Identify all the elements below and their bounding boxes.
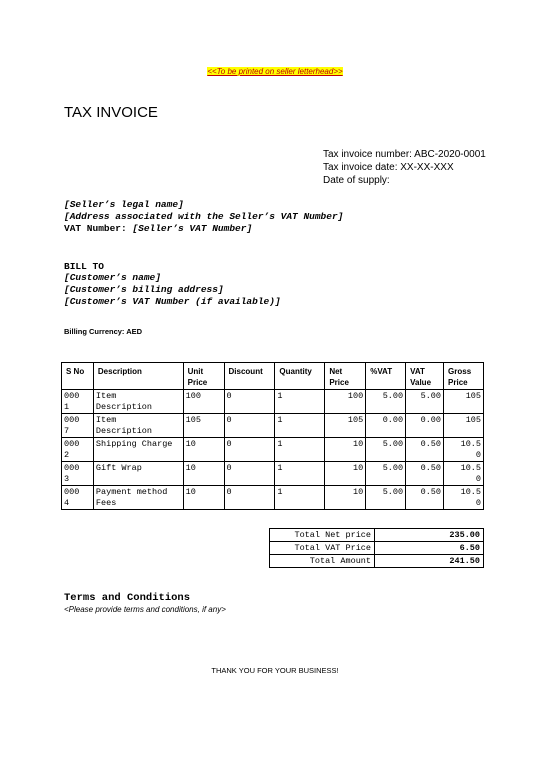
cell-line: 1 [277, 439, 283, 449]
table-cell-gross-price [444, 414, 484, 438]
table-cell-discount [224, 414, 275, 438]
cell-line: 0.50 [420, 439, 442, 449]
cell-line: 0.50 [420, 463, 442, 473]
cell-line: 10.5 [460, 463, 481, 473]
column-header-line: Quantity [279, 367, 312, 376]
cell-line: 000 [64, 415, 80, 425]
table-cell-gross-price [444, 438, 484, 462]
table-cell-vat-percent [366, 462, 406, 486]
table-cell-net-price [325, 414, 366, 438]
table-cell-unit-price [183, 414, 224, 438]
table-cell-description [93, 390, 183, 414]
seller-vat [64, 223, 252, 235]
cell-line: 0 [475, 474, 481, 484]
page-title: TAX INVOICE [64, 104, 158, 121]
table-cell-vat-percent [366, 486, 406, 510]
thank-you-note: THANK YOU FOR YOUR BUSINESS! [211, 666, 339, 675]
cell-line: 0 [226, 439, 232, 449]
table-cell-vat-percent [366, 414, 406, 438]
column-header-line: Gross [448, 367, 472, 376]
column-header-gross-price [444, 363, 484, 390]
column-header-net-price [325, 363, 366, 390]
column-header-line: Net [329, 367, 343, 376]
cell-line: 10.5 [460, 439, 481, 449]
column-header-line: Value [410, 378, 432, 387]
cell-line: Gift Wrap [95, 463, 142, 473]
totals-label: Total VAT Price [270, 542, 375, 555]
seller-address: [Address associated with the Seller’s VAT Number] [64, 211, 344, 222]
cell-line: 7 [64, 426, 70, 436]
cell-line: 10 [353, 487, 364, 497]
table-cell-unit-price [183, 462, 224, 486]
table-body [62, 390, 484, 510]
cell-line: Payment method [95, 487, 168, 497]
table-cell-sno [62, 486, 94, 510]
column-header-description [93, 363, 183, 390]
cell-line: 5.00 [382, 439, 404, 449]
cell-line: 1 [277, 487, 283, 497]
column-header-discount [224, 363, 275, 390]
table-cell-description [93, 462, 183, 486]
customer-vat: [Customer’s VAT Number (if available)] [64, 296, 281, 307]
letterhead-note-text: <<To be printed on seller letterhead>> [207, 67, 343, 76]
cell-line: 10 [185, 463, 196, 473]
table-cell-vat-value [406, 438, 444, 462]
table-cell-net-price [325, 486, 366, 510]
table-cell-discount [224, 462, 275, 486]
terms-heading: Terms and Conditions [64, 592, 191, 604]
table-cell-vat-value [406, 414, 444, 438]
column-header-line: Discount [228, 367, 263, 376]
table-cell-sno [62, 462, 94, 486]
table-cell-quantity [275, 438, 325, 462]
cell-line: 10 [353, 439, 364, 449]
column-header-sno [62, 363, 94, 390]
seller-vat-value: [Seller’s VAT Number] [132, 223, 253, 234]
column-header-unit-price [183, 363, 224, 390]
cell-line: Fees [95, 498, 117, 508]
column-header-line: Description [97, 367, 142, 376]
table-cell-vat-percent [366, 438, 406, 462]
table-row [62, 390, 484, 414]
supply-date: Date of supply: [323, 175, 390, 186]
cell-line: 1 [64, 402, 70, 412]
table-cell-sno [62, 438, 94, 462]
cell-line: Description [95, 426, 152, 436]
cell-line: Description [95, 402, 152, 412]
cell-line: 5.00 [420, 391, 442, 401]
cell-line: 105 [185, 415, 201, 425]
totals-row [270, 542, 484, 555]
table-row [62, 438, 484, 462]
table-cell-discount [224, 390, 275, 414]
cell-line: 0.00 [382, 415, 404, 425]
column-header-vat-percent [366, 363, 406, 390]
table-cell-gross-price [444, 462, 484, 486]
table-cell-description [93, 486, 183, 510]
cell-line: 5.00 [382, 463, 404, 473]
cell-line: 0.00 [420, 415, 442, 425]
column-header-quantity [275, 363, 325, 390]
cell-line: 10.5 [460, 487, 481, 497]
table-cell-quantity [275, 462, 325, 486]
table-cell-sno [62, 414, 94, 438]
customer-address: [Customer’s billing address] [64, 284, 224, 295]
totals-value: 6.50 [375, 542, 484, 555]
cell-line: 100 [347, 391, 364, 401]
table-cell-discount [224, 438, 275, 462]
table-cell-net-price [325, 438, 366, 462]
line-items-table [61, 362, 484, 510]
totals-row [270, 529, 484, 542]
cell-line: 100 [185, 391, 201, 401]
cell-line: 0 [475, 450, 481, 460]
table-cell-description [93, 414, 183, 438]
bill-to-heading: BILL TO [64, 261, 104, 272]
cell-line: 0 [475, 498, 481, 508]
table-cell-vat-value [406, 486, 444, 510]
column-header-line: Price [448, 378, 468, 387]
cell-line: 0 [226, 463, 232, 473]
invoice-date: Tax invoice date: XX-XX-XXX [323, 162, 454, 173]
cell-line: 1 [277, 463, 283, 473]
table-cell-vat-value [406, 390, 444, 414]
terms-text: <Please provide terms and conditions, if any> [64, 605, 226, 614]
cell-line: 10 [185, 487, 196, 497]
cell-line: 3 [64, 474, 70, 484]
totals-table [269, 528, 484, 568]
seller-name: [Seller’s legal name] [64, 199, 184, 210]
cell-line: 0 [226, 391, 232, 401]
table-cell-sno [62, 390, 94, 414]
table-cell-quantity [275, 390, 325, 414]
cell-line: 0.50 [420, 487, 442, 497]
totals-value: 235.00 [375, 529, 484, 542]
cell-line: 000 [64, 391, 80, 401]
totals-label: Total Amount [270, 555, 375, 568]
column-header-vat-value [406, 363, 444, 390]
seller-vat-label: VAT Number: [64, 223, 133, 234]
billing-currency: Billing Currency: AED [64, 327, 143, 336]
table-cell-vat-percent [366, 390, 406, 414]
cell-line: Item [95, 391, 117, 401]
totals-row [270, 555, 484, 568]
cell-line: Item [95, 415, 117, 425]
column-header-line: VAT [410, 367, 425, 376]
column-header-line: Unit [187, 367, 204, 376]
table-cell-discount [224, 486, 275, 510]
cell-line: 0 [226, 415, 232, 425]
table-row [62, 414, 484, 438]
cell-line: 2 [64, 450, 70, 460]
cell-line: 5.00 [382, 487, 404, 497]
table-cell-gross-price [444, 390, 484, 414]
totals-value: 241.50 [375, 555, 484, 568]
column-header-line: Price [329, 378, 349, 387]
cell-line: 000 [64, 487, 80, 497]
column-header-line: S No [66, 367, 85, 376]
cell-line: 5.00 [382, 391, 404, 401]
table-cell-unit-price [183, 486, 224, 510]
invoice-number: Tax invoice number: ABC-2020-0001 [323, 149, 486, 160]
table-cell-unit-price [183, 390, 224, 414]
letterhead-note [0, 67, 550, 76]
cell-line: 105 [347, 415, 364, 425]
table-cell-gross-price [444, 486, 484, 510]
cell-line: 105 [465, 415, 481, 425]
table-cell-quantity [275, 414, 325, 438]
table-cell-net-price [325, 390, 366, 414]
table-cell-unit-price [183, 438, 224, 462]
table-row [62, 462, 484, 486]
table-row [62, 486, 484, 510]
cell-line: 000 [64, 463, 80, 473]
table-header-row [62, 363, 484, 390]
column-header-line: Price [187, 378, 208, 387]
cell-line: 0 [226, 487, 232, 497]
table-cell-vat-value [406, 462, 444, 486]
cell-line: Shipping Charge [95, 439, 173, 449]
cell-line: 1 [277, 391, 283, 401]
cell-line: 10 [353, 463, 364, 473]
customer-name: [Customer’s name] [64, 272, 161, 283]
cell-line: 10 [185, 439, 196, 449]
table-cell-description [93, 438, 183, 462]
cell-line: 4 [64, 498, 70, 508]
cell-line: 000 [64, 439, 80, 449]
totals-label: Total Net price [270, 529, 375, 542]
column-header-line: %VAT [370, 367, 393, 376]
table-cell-net-price [325, 462, 366, 486]
cell-line: 105 [465, 391, 481, 401]
table-cell-quantity [275, 486, 325, 510]
cell-line: 1 [277, 415, 283, 425]
